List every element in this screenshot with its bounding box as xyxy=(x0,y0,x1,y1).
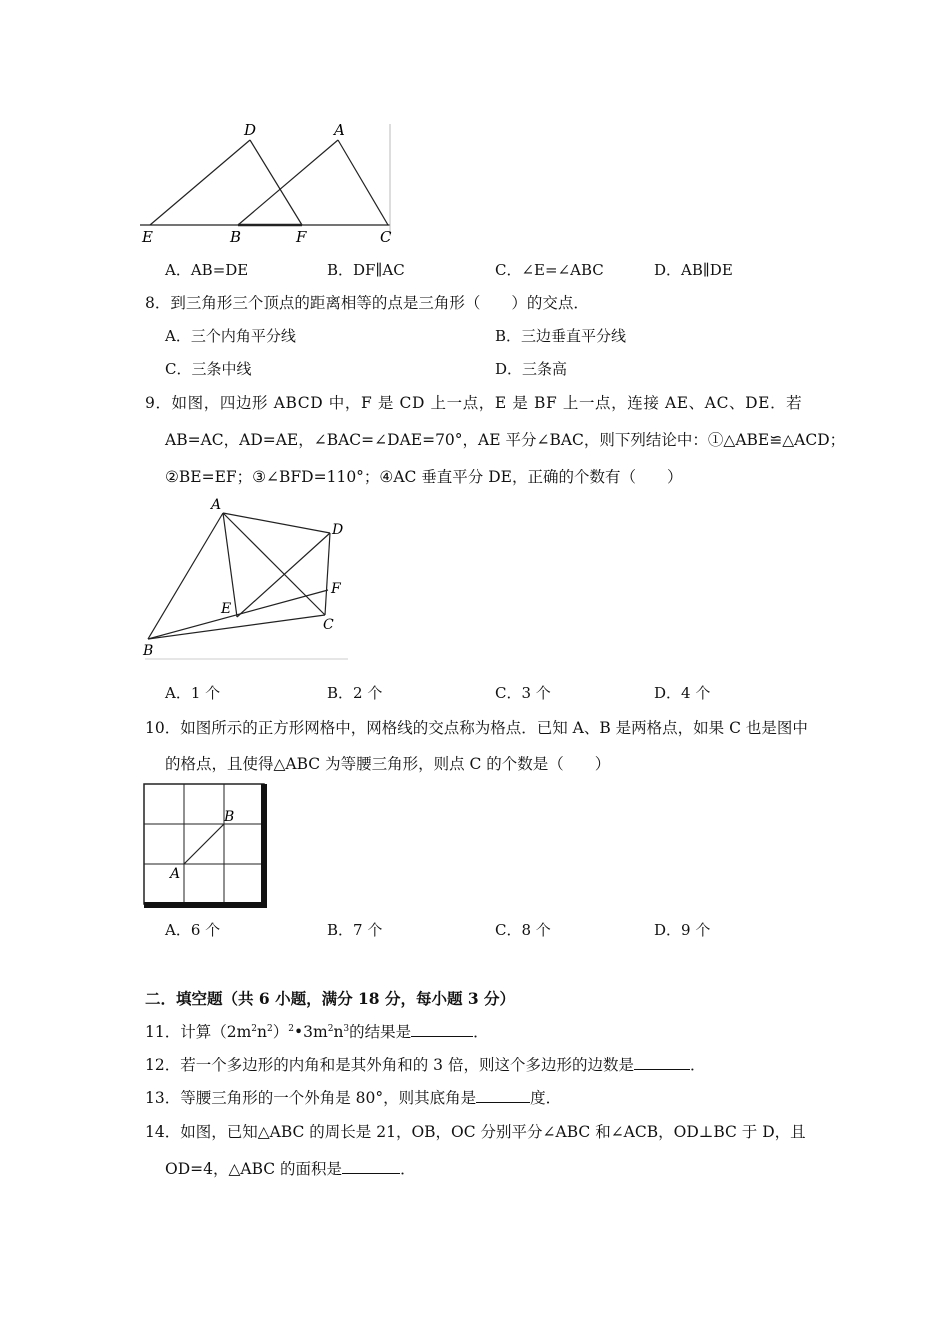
q8-option-d: D．三条高 xyxy=(495,360,568,378)
q14-line-2: OD=4，△ABC 的面积是 ． xyxy=(165,1160,416,1178)
q10-grid-shadow-right xyxy=(261,784,267,908)
q7-line-df xyxy=(250,140,302,225)
q10-option-a: A．6 个 xyxy=(165,921,221,939)
q10-option-d: D．9 个 xyxy=(654,921,711,939)
q10-line-2: 的格点，且使得△ABC 为等腰三角形，则点 C 的个数是（ ） xyxy=(165,755,611,773)
q7-figure xyxy=(140,118,395,246)
q8-option-c: C．三条中线 xyxy=(165,360,252,378)
q9-label-f: F xyxy=(331,581,341,597)
q14-answer-blank[interactable] xyxy=(342,1158,400,1174)
q9-label-d: D xyxy=(332,522,344,538)
q9-line-2: AB=AC，AD=AE，∠BAC=∠DAE=70°，AE 平分∠BAC，则下列结论中：①△ABE≌△ACD； xyxy=(165,431,846,449)
q14-line-1: 14．如图，已知△ABC 的周长是 21，OB，OC 分别平分∠ABC 和∠ACB，OD⊥BC 于 D，且 xyxy=(145,1123,806,1141)
q9-option-a: A．1 个 xyxy=(165,684,221,702)
q7-line-ed xyxy=(150,140,250,225)
q7-label-c: C xyxy=(380,228,392,246)
q12: 12．若一个多边形的内角和是其外角和的 3 倍，则这个多边形的边数是 ． xyxy=(145,1056,706,1074)
q9-label-a: A xyxy=(211,497,222,513)
q10-line-1: 10．如图所示的正方形网格中，网格线的交点称为格点．已知 A、B 是两格点，如果 C 也是图中 xyxy=(145,719,808,737)
q8-option-a: A．三个内角平分线 xyxy=(165,327,296,345)
q9-option-c: C．3 个 xyxy=(495,684,551,702)
q9-figure xyxy=(140,493,352,663)
q7-label-e: E xyxy=(142,228,153,246)
q9-option-b: B．2 个 xyxy=(327,684,383,702)
q9-line-ed xyxy=(237,533,330,617)
q10-label-a: A xyxy=(170,866,181,882)
q11: 11．计算$(2m^2n^2)^2•3m^2n^3$的结果是 ． xyxy=(145,1023,489,1041)
q11-answer-blank[interactable] xyxy=(411,1021,473,1037)
section-2-title: 二．填空题（共 6 小题，满分 18 分，每小题 3 分） xyxy=(145,989,516,1008)
q7-option-d: D．AB∥DE xyxy=(654,261,733,279)
q13: 13．等腰三角形的一个外角是 80°，则其底角是 度． xyxy=(145,1089,562,1107)
q7-label-d: D xyxy=(244,121,257,139)
q9-line-dc xyxy=(325,533,330,615)
q10-option-b: B．7 个 xyxy=(327,921,383,939)
q10-grid-figure xyxy=(142,782,270,910)
q7-line-ac xyxy=(338,140,388,225)
q7-label-b: B xyxy=(230,228,242,246)
q9-label-b: B xyxy=(143,643,154,659)
q9-label-c: C xyxy=(323,617,334,633)
q8-option-b: B．三边垂直平分线 xyxy=(495,327,627,345)
q7-line-ba xyxy=(238,140,338,225)
q9-line-ac xyxy=(223,513,325,615)
q9-line-3: ②BE=EF；③∠BFD=110°；④AC 垂直平分 DE，正确的个数有（ ） xyxy=(165,468,683,486)
q10-grid-shadow-bottom xyxy=(144,902,267,908)
q9-option-d: D．4 个 xyxy=(654,684,711,702)
q8-stem: 8．到三角形三个顶点的距离相等的点是三角形（ ）的交点． xyxy=(145,294,589,312)
q9-line-ab xyxy=(148,513,223,639)
q7-option-c: C．∠E=∠ABC xyxy=(495,261,604,279)
q12-answer-blank[interactable] xyxy=(634,1054,690,1070)
q9-line-bf xyxy=(148,590,328,639)
q10-label-b: B xyxy=(224,809,235,825)
q10-segment-ab xyxy=(184,824,224,864)
q9-line-bc xyxy=(148,615,325,639)
q9-line-1: 9．如图，四边形 ABCD 中，F 是 CD 上一点，E 是 BF 上一点，连接 AE、AC、DE．若 xyxy=(145,394,803,412)
q7-label-a: A xyxy=(334,121,345,139)
q9-line-ad xyxy=(223,513,330,533)
q9-label-e: E xyxy=(221,601,232,617)
q13-answer-blank[interactable] xyxy=(476,1087,530,1103)
q7-label-f: F xyxy=(296,228,307,246)
q10-option-c: C．8 个 xyxy=(495,921,551,939)
q7-option-a: A．AB=DE xyxy=(165,261,249,279)
q7-option-b: B．DF∥AC xyxy=(327,261,405,279)
